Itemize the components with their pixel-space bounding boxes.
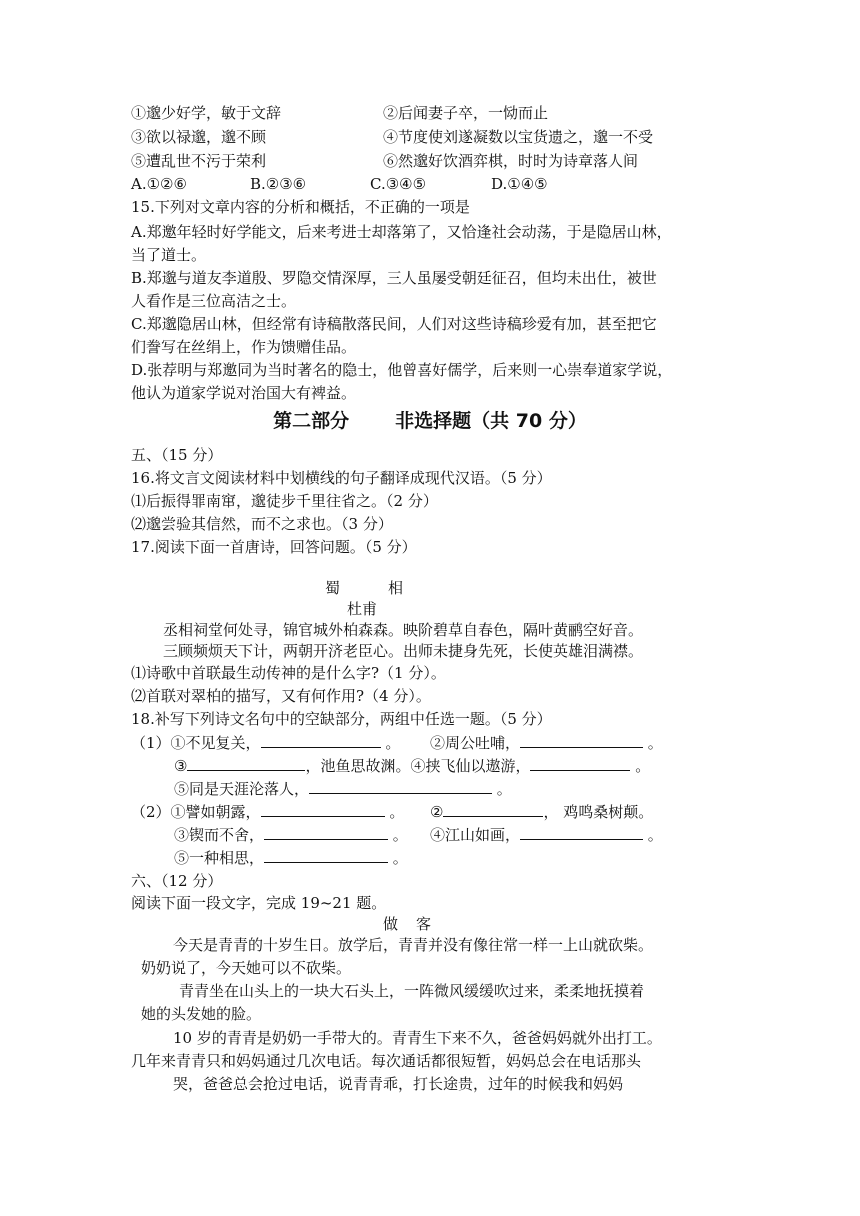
- answer-blank: [443, 802, 543, 817]
- period: 。: [385, 734, 401, 752]
- story-paragraph-2-line-1: 青青坐在山头上的一块大石头上，一阵微风缓缓吹过来，柔柔地抚摸着: [179, 982, 645, 1000]
- q15-stem: 15.下列对文章内容的分析和概括，不正确的一项是: [131, 198, 470, 216]
- poem-line-1: 丞相祠堂何处寻，锦官城外柏森森。映阶碧草自春色，隔叶黄鹂空好音。: [163, 621, 644, 639]
- blank-prompt: ②: [430, 803, 444, 821]
- q15-option-a-line2: 当了道士。: [131, 246, 207, 264]
- q15-option-c-line1: C.郑邈隐居山林，但经常有诗稿散落民间，人们对这些诗稿珍爱有加，甚至把它: [131, 315, 657, 333]
- q15-option-d-line2: 他认为道家学说对治国大有裨益。: [131, 384, 357, 402]
- q15-option-c-line2: 们誊写在丝绢上，作为馈赠佳品。: [131, 338, 357, 356]
- group1-label: （1）: [131, 734, 171, 752]
- poem-line-2: 三顾频烦天下计，两朝开济老臣心。出师未捷身先死，长使英雄泪满襟。: [163, 642, 644, 660]
- blank-prompt: ③锲而不舍，: [174, 826, 265, 844]
- period: 。: [392, 826, 408, 844]
- choice-c: C.③④⑤: [370, 175, 427, 193]
- q18-group1-row2: [174, 756, 650, 776]
- story-title-char-2: 客: [416, 915, 432, 933]
- q16-part2: ⑵邈尝验其信然，而不之求也。（3 分）: [131, 515, 393, 533]
- choice-d: D.①④⑤: [491, 175, 548, 193]
- blank-prompt: ， 鸡鸣桑树颠。: [543, 803, 654, 821]
- section-six-intro: 阅读下面一段文字，完成 19~21 题。: [131, 894, 387, 912]
- q18-stem: 18.补写下列诗文名句中的空缺部分，两组中任选一题。（5 分）: [131, 710, 552, 728]
- option-6: ⑥然邈好饮酒弈棋，时时为诗章落人间: [383, 152, 639, 170]
- part-two-subtitle: 非选择题（共 70 分）: [395, 410, 587, 432]
- answer-blank: [520, 825, 643, 840]
- q18-group1-row1: [131, 733, 400, 753]
- q18-group2-row1b: [430, 802, 653, 822]
- blank-prompt: ②周公吐哺，: [430, 734, 521, 752]
- group2-label: （2）: [131, 803, 171, 821]
- answer-blank: [264, 825, 388, 840]
- period: 。: [392, 849, 408, 867]
- q18-group2-row1: [131, 802, 404, 822]
- q17-sub-1: ⑴诗歌中首联最生动传神的是什么字?（1 分）。: [131, 664, 446, 682]
- answer-blank: [264, 848, 388, 863]
- story-paragraph-2-line-2: 她的头发她的脸。: [141, 1005, 262, 1023]
- q18-group1-row3: [174, 779, 512, 799]
- choice-b: B.②③⑥: [250, 175, 307, 193]
- answer-blank: [187, 756, 305, 771]
- answer-blank: [261, 802, 385, 817]
- option-3: ③欲以禄邈，邈不顾: [131, 128, 267, 146]
- answer-blank: [309, 779, 492, 794]
- q17-sub-2: ⑵首联对翠柏的描写，又有何作用?（4 分）。: [131, 687, 431, 705]
- section-six-header: 六、（12 分）: [131, 872, 223, 890]
- answer-blank: [530, 756, 630, 771]
- story-title-char-1: 做: [383, 915, 399, 933]
- period: 。: [647, 734, 663, 752]
- choice-a: A.①②⑥: [131, 175, 187, 193]
- story-paragraph-3-line-3: 哭，爸爸总会抢过电话，说青青乖，打长途贵，过年的时候我和妈妈: [173, 1075, 624, 1093]
- section-five-header: 五、（15 分）: [131, 446, 223, 464]
- q18-group2-row2: [174, 825, 408, 845]
- blank-prompt: ④江山如画，: [430, 826, 521, 844]
- blank-prompt: ，池鱼思故渊。④挟飞仙以遨游，: [305, 757, 531, 775]
- period: 。: [635, 757, 651, 775]
- part-two-label: 第二部分: [273, 410, 350, 432]
- q18-group1-row1b: [430, 733, 663, 753]
- option-1: ①邈少好学，敏于文辞: [131, 104, 282, 122]
- blank-prompt: ①譬如朝露，: [170, 803, 261, 821]
- option-4: ④节度使刘遂凝数以宝货遗之，邈一不受: [383, 128, 654, 146]
- blank-prompt: ①不见复关，: [170, 734, 261, 752]
- q18-group2-row2b: [430, 825, 663, 845]
- q15-option-d-line1: D.张荐明与郑邀同为当时著名的隐士，他曾喜好儒学，后来则一心崇奉道家学说，: [131, 361, 673, 379]
- poem-title-char-1: 蜀: [325, 579, 341, 597]
- period: 。: [496, 780, 512, 798]
- blank-prompt: ③: [174, 757, 188, 775]
- option-2: ②后闻妻子卒，一恸而止: [383, 104, 549, 122]
- blank-prompt: ⑤同是天涯沦落人，: [174, 780, 310, 798]
- option-5: ⑤遭乱世不污于荣利: [131, 152, 267, 170]
- poem-author: 杜甫: [347, 600, 378, 618]
- story-paragraph-1-line-2: 奶奶说了，今天她可以不砍柴。: [141, 959, 352, 977]
- part-two-heading: [0, 408, 860, 434]
- q17-stem: 17.阅读下面一首唐诗，回答问题。（5 分）: [131, 538, 417, 556]
- story-paragraph-3-line-1: 10 岁的青青是奶奶一手带大的。青青生下来不久，爸爸妈妈就外出打工。: [173, 1029, 662, 1047]
- q16-part1: ⑴后振得罪南窜，邈徒步千里往省之。（2 分）: [131, 492, 438, 510]
- story-paragraph-3-line-2: 几年来青青只和妈妈通过几次电话。每次通话都很短暂，妈妈总会在电话那头: [131, 1052, 642, 1070]
- answer-blank: [261, 733, 381, 748]
- q15-option-b-line1: B.郑邈与道友李道殷、罗隐交情深厚，三人虽屡受朝廷征召，但均未出仕，被世: [131, 269, 657, 287]
- q18-group2-row3: [174, 848, 408, 868]
- q16-stem: 16.将文言文阅读材料中划横线的句子翻译成现代汉语。（5 分）: [131, 469, 552, 487]
- q15-option-a-line1: A.郑邀年轻时好学能文，后来考进士却落第了，又恰逢社会动荡，于是隐居山林，: [131, 223, 672, 241]
- poem-title-char-2: 相: [388, 579, 404, 597]
- q15-option-b-line2: 人看作是三位高洁之士。: [131, 292, 297, 310]
- period: 。: [389, 803, 405, 821]
- period: 。: [647, 826, 663, 844]
- blank-prompt: ⑤一种相思，: [174, 849, 265, 867]
- answer-blank: [520, 733, 643, 748]
- story-paragraph-1-line-1: 今天是青青的十岁生日。放学后，青青并没有像往常一样一上山就砍柴。: [173, 936, 654, 954]
